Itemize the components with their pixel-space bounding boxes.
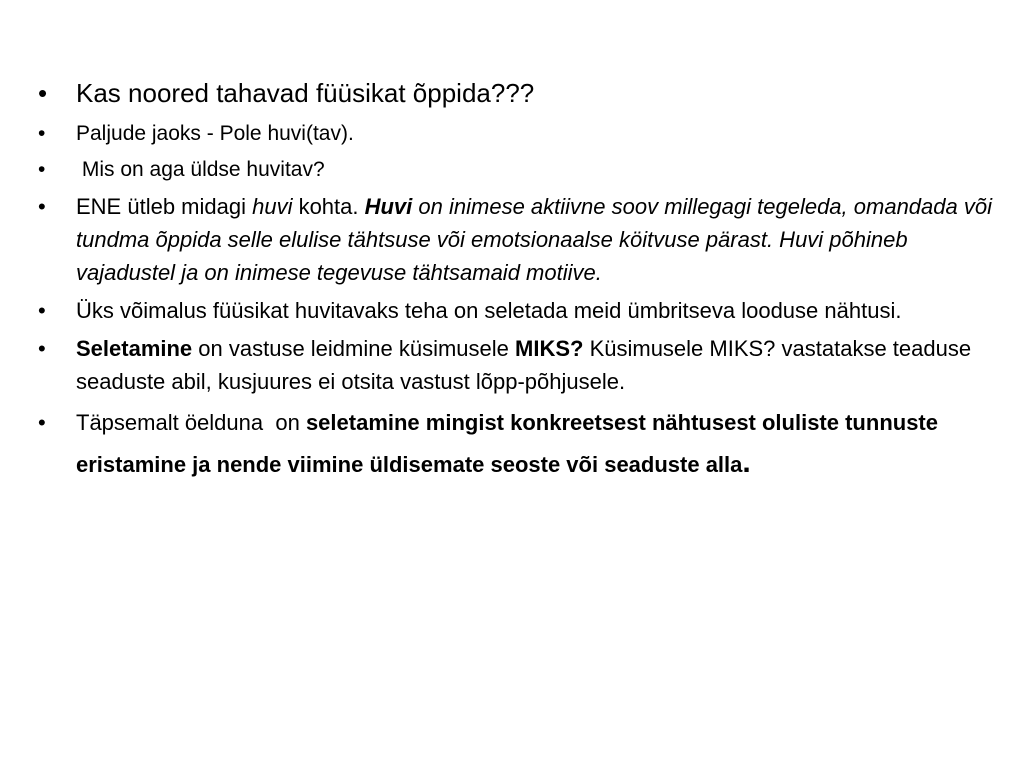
bullet-text-plain: ENE ütleb midagi (76, 194, 253, 219)
bullet-marker: • (38, 298, 46, 323)
bullet-item-precise-definition (38, 403, 998, 485)
bullet-text: Paljude jaoks - Pole huvi(tav). (76, 122, 354, 145)
bullet-text-plain: kohta. (292, 194, 365, 219)
bullet-text-italic: huvi (252, 194, 293, 219)
bullet-text: Üks võimalus füüsikat huvitavaks teha on seletada meid ümbritseva looduse nähtusi. (76, 298, 902, 323)
bullet-item-question (38, 74, 998, 112)
bullet-marker: • (38, 122, 46, 145)
bullet-text-italic: on inimese aktiivne soov millegagi tegeleda, omandada või tundma õppida selle elulise tähtsuse või emotsionaalse köitvuse pärast. Huvi põhineb vajadustel ja on inimese tegevuse tähtsamaid motiive. (76, 194, 992, 285)
bullet-marker: • (38, 78, 48, 108)
bullet-item-no-interest (38, 118, 998, 149)
bullet-item-ene-definition (38, 190, 998, 289)
bullet-text: Mis on aga üldse huvitav? (76, 158, 325, 181)
bullet-text-period: . (742, 446, 751, 479)
bullet-text: Kas noored tahavad füüsikat õppida??? (76, 78, 535, 108)
bullet-marker: • (38, 158, 46, 181)
bullet-item-explain-nature (38, 294, 998, 327)
bullet-text-bold: seletamine mingist konkreetsest nähtusest oluliste tunnuste eristamine ja nende viimine üldisemate seoste või seaduste alla (76, 410, 938, 477)
bullet-marker: • (38, 194, 46, 219)
bullet-text-bold-italic: Huvi (364, 194, 413, 219)
bullet-list (38, 74, 998, 490)
bullet-item-what-is-interesting (38, 154, 998, 185)
bullet-text-bold: MIKS? (515, 336, 584, 361)
bullet-text-plain: Täpsemalt öelduna on (76, 410, 306, 435)
bullet-item-explanation-why (38, 332, 998, 398)
bullet-marker: • (38, 336, 46, 361)
bullet-marker: • (38, 410, 46, 435)
bullet-text-bold: Seletamine (76, 336, 193, 361)
bullet-text-plain: on vastuse leidmine küsimusele (192, 336, 515, 361)
bullet-text-plain: Küsimusele MIKS? vastatakse teaduse seaduste abil, kusjuures ei otsita vastust lõpp-põhjusele. (76, 336, 972, 394)
